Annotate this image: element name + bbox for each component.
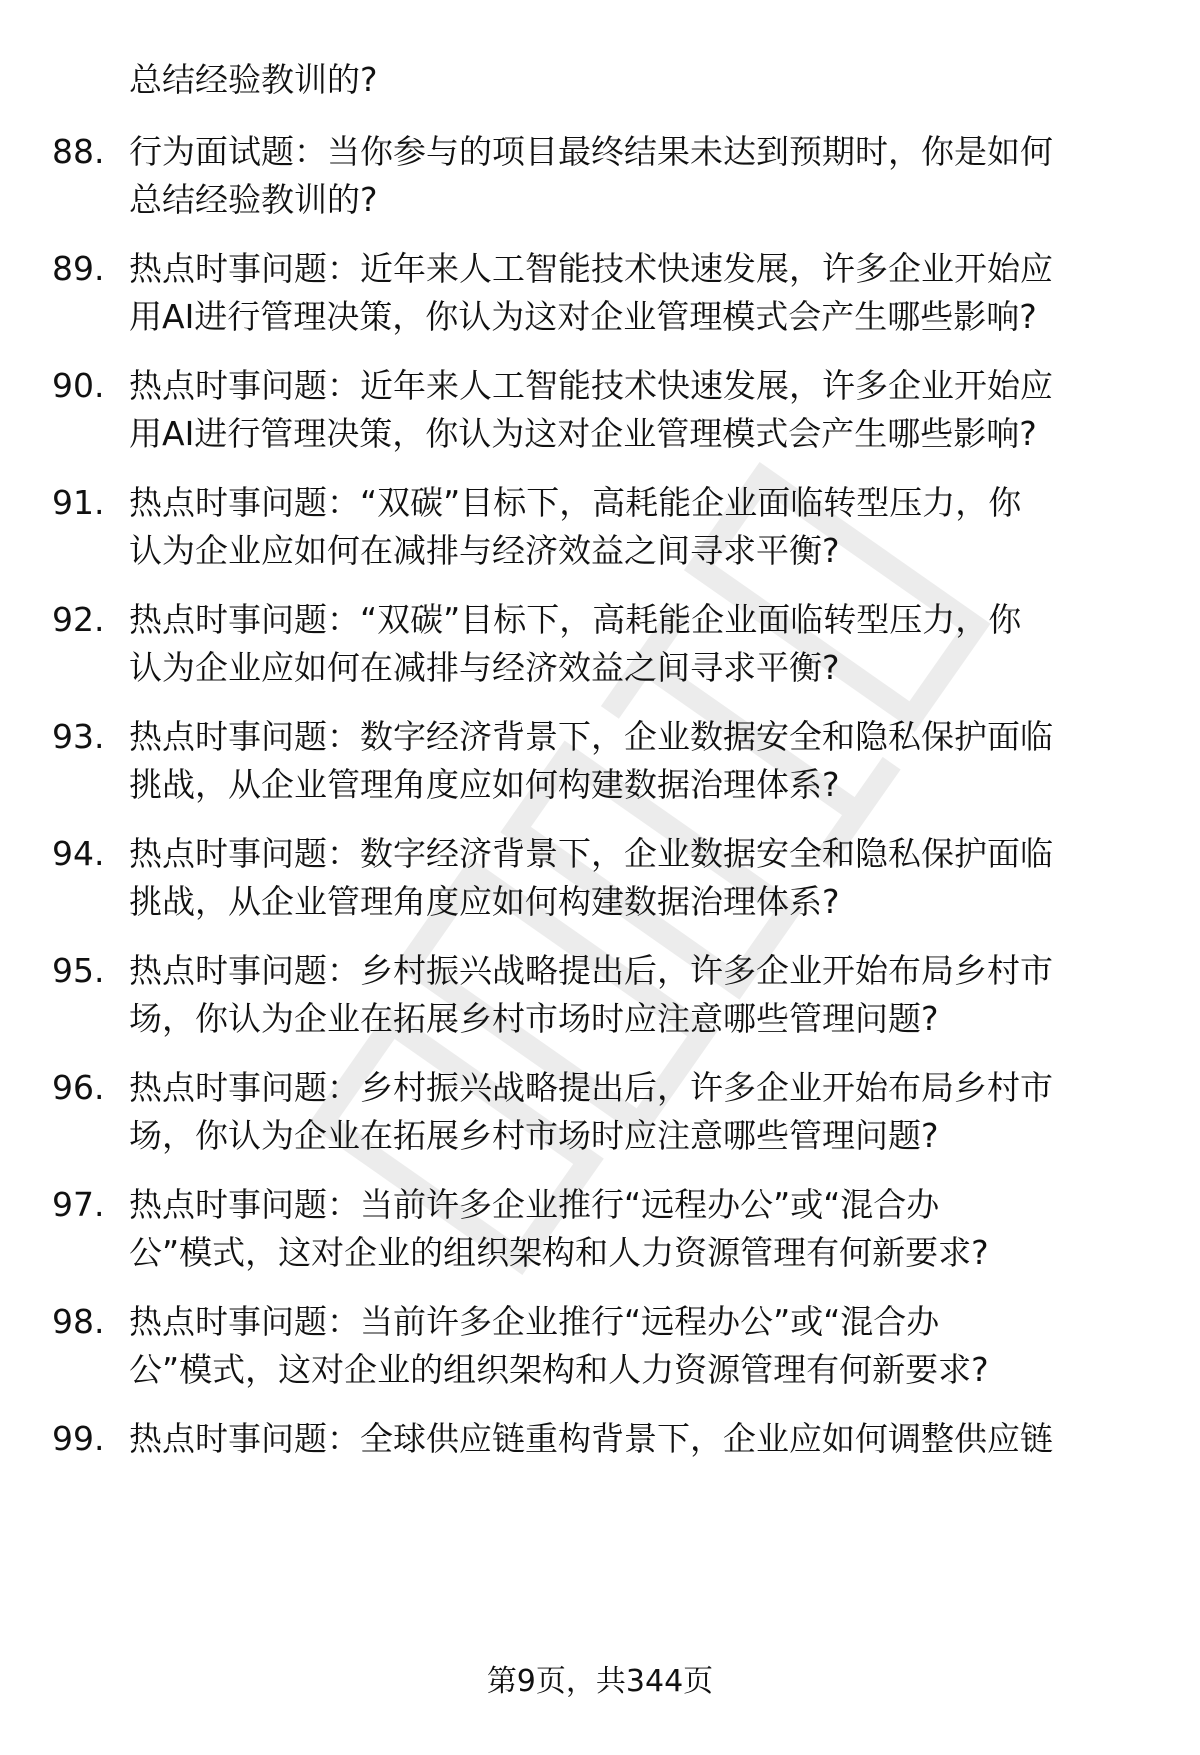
item-number: 95. — [52, 951, 105, 990]
item-text-line: 热点时事问题：当前许多企业推行“远程办公”或“混合办 — [129, 1302, 940, 1341]
list-item — [52, 128, 1152, 224]
item-text-line: 热点时事问题：乡村振兴战略提出后，许多企业开始布局乡村市 — [129, 951, 1053, 990]
item-text-line: 用AI进行管理决策，你认为这对企业管理模式会产生哪些影响? — [129, 414, 1037, 453]
item-text-line: 认为企业应如何在减排与经济效益之间寻求平衡? — [129, 531, 840, 570]
item-text-line: 热点时事问题：乡村振兴战略提出后，许多企业开始布局乡村市 — [129, 1068, 1053, 1107]
list-item — [52, 830, 1152, 926]
item-text-line: 热点时事问题：全球供应链重构背景下，企业应如何调整供应链 — [129, 1419, 1053, 1458]
item-text-line: 热点时事问题：近年来人工智能技术快速发展，许多企业开始应 — [129, 249, 1053, 288]
item-text-line: 场，你认为企业在拓展乡村市场时应注意哪些管理问题? — [129, 999, 939, 1038]
item-number: 93. — [52, 717, 105, 756]
list-item — [52, 596, 1152, 692]
continuation-line: 总结经验教训的? — [129, 60, 378, 99]
item-text-line: 行为面试题：当你参与的项目最终结果未达到预期时，你是如何 — [129, 132, 1053, 171]
list-item — [52, 479, 1152, 575]
list-item — [52, 245, 1152, 341]
list-item — [52, 947, 1152, 1043]
list-item — [52, 362, 1152, 458]
item-text-line: 热点时事问题：近年来人工智能技术快速发展，许多企业开始应 — [129, 366, 1053, 405]
list-item — [52, 713, 1152, 809]
item-text-line: 总结经验教训的? — [129, 180, 378, 219]
list-item — [52, 1415, 1152, 1463]
item-text-line: 认为企业应如何在减排与经济效益之间寻求平衡? — [129, 648, 840, 687]
item-text-line: 热点时事问题：当前许多企业推行“远程办公”或“混合办 — [129, 1185, 940, 1224]
item-number: 98. — [52, 1302, 105, 1341]
item-text-line: 公”模式，这对企业的组织架构和人力资源管理有何新要求? — [129, 1350, 989, 1389]
item-text-line: 挑战，从企业管理角度应如何构建数据治理体系? — [129, 765, 840, 804]
item-text-line: 场，你认为企业在拓展乡村市场时应注意哪些管理问题? — [129, 1116, 939, 1155]
page-number-footer: 第9页，共344页 — [486, 1664, 714, 1699]
item-number: 91. — [52, 483, 105, 522]
item-number: 88. — [52, 132, 105, 171]
item-text-line: 挑战，从企业管理角度应如何构建数据治理体系? — [129, 882, 840, 921]
item-number: 99. — [52, 1419, 105, 1458]
item-text-line: 用AI进行管理决策，你认为这对企业管理模式会产生哪些影响? — [129, 297, 1037, 336]
list-item — [52, 1064, 1152, 1160]
item-number: 97. — [52, 1185, 105, 1224]
item-text-line: 热点时事问题：数字经济背景下，企业数据安全和隐私保护面临 — [129, 834, 1053, 873]
item-number: 92. — [52, 600, 105, 639]
item-text-line: 热点时事问题：“双碳”目标下，高耗能企业面临转型压力，你 — [129, 600, 1022, 639]
item-text-line: 热点时事问题：数字经济背景下，企业数据安全和隐私保护面临 — [129, 717, 1053, 756]
item-number: 96. — [52, 1068, 105, 1107]
list-item — [52, 1298, 1152, 1394]
item-text-line: 热点时事问题：“双碳”目标下，高耗能企业面临转型压力，你 — [129, 483, 1022, 522]
list-item — [52, 1181, 1152, 1277]
item-number: 90. — [52, 366, 105, 405]
item-text-line: 公”模式，这对企业的组织架构和人力资源管理有何新要求? — [129, 1233, 989, 1272]
item-number: 94. — [52, 834, 105, 873]
item-number: 89. — [52, 249, 105, 288]
